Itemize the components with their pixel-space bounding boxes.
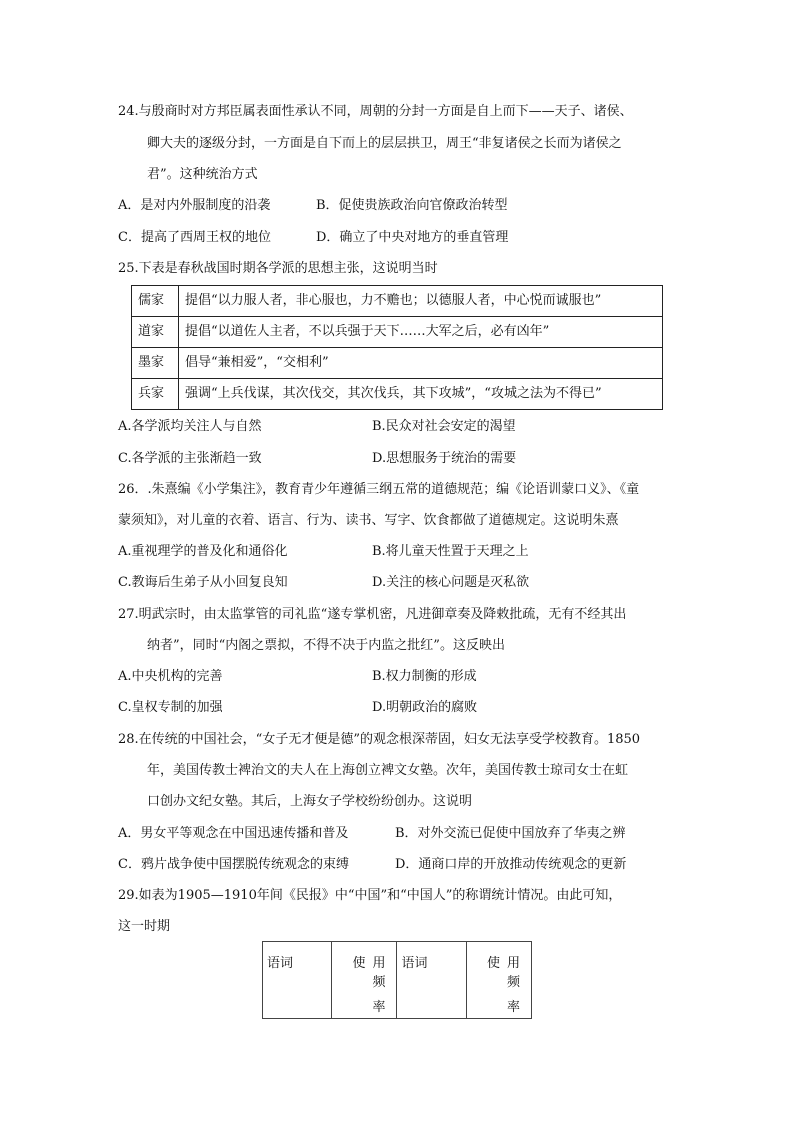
q24-option-b[interactable]: B．促使贵族政治向官僚政治转型: [316, 198, 508, 213]
table-row: [132, 379, 663, 410]
q25-stem: 25.下表是春秋战国时期各学派的思想主张，这说明当时: [118, 261, 438, 276]
q27-option-b[interactable]: B.权力制衡的形成: [372, 669, 477, 684]
table-row: [132, 286, 663, 317]
school-claim: 提倡“以力服人者，非心服也，力不赡也；以德服人者，中心悦而诚服也”: [179, 286, 663, 317]
q29-frequency-table: [262, 941, 532, 1019]
school-claim: 强调“上兵伐谋，其次伐交，其次伐兵，其下攻城”，“攻城之法为不得已”: [179, 379, 663, 410]
school-claim: 倡导“兼相爱”，“交相利”: [179, 348, 663, 379]
q27-stem-line1: 27.明武宗时，由太监掌管的司礼监“遂专掌机密，凡进御章奏及降敕批疏，无有不经其出: [118, 607, 627, 622]
q24-stem-line2: 卿大夫的逐级分封，一方面是自下而上的层层拱卫，周王“非复诸侯之长而为诸侯之: [147, 136, 622, 151]
q24-option-a[interactable]: A．是对内外服制度的沿袭: [118, 198, 271, 213]
q28-stem-line1: 28.在传统的中国社会，“女子无才便是德”的观念根深蒂固，妇女无法享受学校教育。1850: [118, 732, 641, 747]
q28-option-d[interactable]: D．通商口岸的开放推动传统观念的更新: [395, 857, 627, 872]
school-claim: 提倡“以道佐人主者，不以兵强于天下……大军之后，必有凶年”: [179, 317, 663, 348]
school-name: 兵家: [132, 379, 179, 410]
q24-option-d[interactable]: D．确立了中央对地方的垂直管理: [316, 230, 509, 245]
q27-stem-line2: 纳者”，同时“内阁之票拟，不得不决于内监之批红”。这反映出: [147, 638, 505, 653]
frequency-label-bottom: 率: [506, 1000, 527, 1015]
q29-stem-line1: 29.如表为1905—1910年间《民报》中“中国”和“中国人”的称谓统计情况。由此可知，: [118, 888, 622, 903]
q25-option-d[interactable]: D.思想服务于统治的需要: [372, 451, 517, 466]
q27-option-c[interactable]: C.皇权专制的加强: [118, 700, 223, 715]
column-header-frequency: [332, 942, 397, 1019]
q28-stem-line2: 年，美国传教士裨治文的夫人在上海创立裨文女塾。次年，美国传教士琼司女士在虹: [147, 763, 629, 778]
q28-option-b[interactable]: B．对外交流已促使中国放弃了华夷之辨: [395, 826, 626, 841]
q25-schools-table: [131, 285, 663, 410]
q25-option-a[interactable]: A.各学派均关注人与自然: [118, 419, 262, 434]
column-header-word: 语词: [263, 942, 332, 1019]
q27-option-a[interactable]: A.中央机构的完善: [118, 669, 223, 684]
frequency-label-top: 使用频: [486, 956, 527, 990]
column-header-word: 语词: [397, 942, 466, 1019]
q24-stem-line1: 24.与殷商时对方邦臣属表面性承认不同，周朝的分封一方面是自上而下——天子、诸侯、: [118, 104, 633, 119]
q26-option-d[interactable]: D.关注的核心问题是灭私欲: [372, 575, 530, 590]
frequency-label-bottom: 率: [372, 1000, 393, 1015]
school-name: 墨家: [132, 348, 179, 379]
school-name: 道家: [132, 317, 179, 348]
q26-stem-line2: 蒙须知》，对儿童的衣着、语言、行为、读书、写字、饮食都做了道德规定。这说明朱熹: [118, 513, 619, 528]
table-row: [132, 348, 663, 379]
table-row: [263, 942, 532, 1019]
q26-option-c[interactable]: C.教诲后生弟子从小回复良知: [118, 575, 288, 590]
column-header-frequency: [466, 942, 532, 1019]
q25-option-b[interactable]: B.民众对社会安定的渴望: [372, 419, 516, 434]
q28-option-c[interactable]: C．鸦片战争使中国摆脱传统观念的束缚: [118, 857, 349, 872]
q26-stem-line1: 26．.朱熹编《小学集注》，教育青少年遵循三纲五常的道德规范；编《论语训蒙口义》、《童: [118, 482, 640, 497]
q28-stem-line3: 口创办文纪女塾。其后，上海女子学校纷纷创办。这说明: [147, 794, 473, 809]
q29-stem-line2: 这一时期: [118, 919, 171, 934]
q26-option-b[interactable]: B.将儿童天性置于天理之上: [372, 544, 529, 559]
q27-option-d[interactable]: D.明朝政治的腐败: [372, 700, 478, 715]
q25-option-c[interactable]: C.各学派的主张渐趋一致: [118, 451, 262, 466]
table-row: [132, 317, 663, 348]
q28-option-a[interactable]: A．男女平等观念在中国迅速传播和普及: [118, 826, 349, 841]
q26-option-a[interactable]: A.重视理学的普及化和通俗化: [118, 544, 288, 559]
q24-option-c[interactable]: C．提高了西周王权的地位: [118, 230, 271, 245]
school-name: 儒家: [132, 286, 179, 317]
frequency-label-top: 使用频: [352, 956, 393, 990]
q24-stem-line3: 君”。这种统治方式: [147, 167, 258, 182]
